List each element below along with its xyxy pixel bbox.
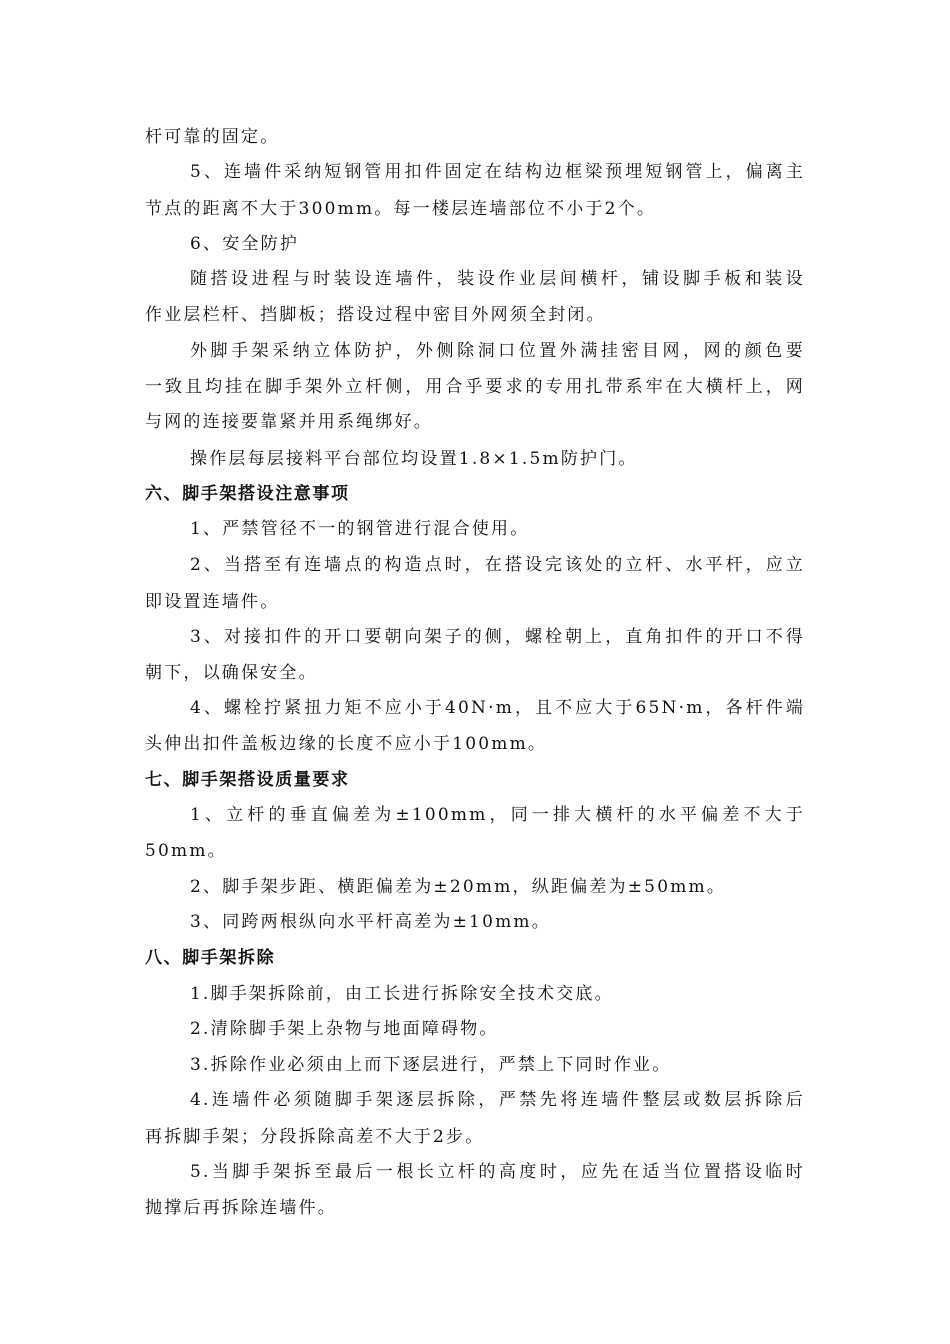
section-heading: 八、脚手架拆除 xyxy=(145,948,276,968)
text-line: 4.连墙件必须随脚手架逐层拆除，严禁先将连墙件整层或数层拆除后 xyxy=(190,1090,805,1110)
text-line: 操作层每层接料平台部位均设置1.8×1.5m防护门。 xyxy=(190,449,638,469)
text-line: 1.脚手架拆除前，由工长进行拆除安全技术交底。 xyxy=(190,984,614,1004)
text-line: 6、安全防护 xyxy=(190,234,300,254)
text-line: 2、脚手架步距、横距偏差为±20mm，纵距偏差为±50mm。 xyxy=(190,877,727,897)
text-line: 5、连墙件采纳短钢管用扣件固定在结构边框梁预埋短钢管上，偏离主 xyxy=(190,162,805,182)
text-line: 1、严禁管径不一的钢管进行混合使用。 xyxy=(190,519,530,539)
text-line: 节点的距离不大于300mm。每一楼层连墙部位不小于2个。 xyxy=(145,199,657,219)
text-line: 头伸出扣件盖板边缘的长度不应小于100mm。 xyxy=(145,734,548,754)
text-line: 4、螺栓拧紧扭力矩不应小于40N·m，且不应大于65N·m，各杆件端 xyxy=(190,698,805,718)
text-line: 朝下，以确保安全。 xyxy=(145,663,318,683)
text-line: 3、对接扣件的开口要朝向架子的侧，螺栓朝上，直角扣件的开口不得 xyxy=(190,627,805,647)
text-line: 外脚手架采纳立体防护，外侧除洞口位置外满挂密目网，网的颜色要 xyxy=(190,341,805,361)
text-line: 50mm。 xyxy=(145,841,227,861)
text-line: 5.当脚手架拆至最后一根长立杆的高度时，应先在适当位置搭设临时 xyxy=(190,1162,805,1182)
text-line: 2.清除脚手架上杂物与地面障碍物。 xyxy=(190,1019,499,1039)
text-line: 抛撑后再拆除连墙件。 xyxy=(145,1198,337,1218)
text-line: 与网的连接要靠紧并用系绳绑好。 xyxy=(145,412,433,432)
section-heading: 六、脚手架搭设注意事项 xyxy=(145,484,350,504)
text-line: 3.拆除作业必须由上而下逐层进行，严禁上下同时作业。 xyxy=(190,1055,672,1075)
text-line: 一致且均挂在脚手架外立杆侧，用合乎要求的专用扎带系牢在大横杆上，网 xyxy=(145,377,805,397)
text-line: 2、当搭至有连墙点的构造点时，在搭设完该处的立杆、水平杆，应立 xyxy=(190,555,805,575)
text-line: 即设置连墙件。 xyxy=(145,592,280,612)
section-heading: 七、脚手架搭设质量要求 xyxy=(145,770,350,790)
text-line: 作业层栏杆、挡脚板；搭设过程中密目外网须全封闭。 xyxy=(145,305,606,325)
text-line: 随搭设进程与时装设连墙件，装设作业层间横杆，铺设脚手板和装设 xyxy=(190,269,805,289)
text-line: 杆可靠的固定。 xyxy=(145,127,280,147)
text-line: 1、立杆的垂直偏差为±100mm，同一排大横杆的水平偏差不大于 xyxy=(190,805,805,825)
text-line: 再拆脚手架；分段拆除高差不大于2步。 xyxy=(145,1127,485,1147)
text-line: 3、同跨两根纵向水平杆高差为±10mm。 xyxy=(190,912,551,932)
